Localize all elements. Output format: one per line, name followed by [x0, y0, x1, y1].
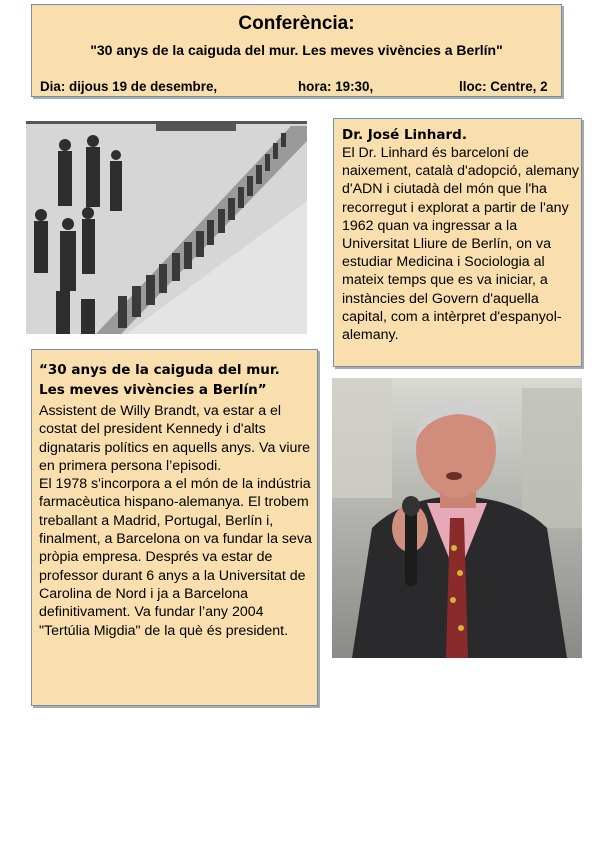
speaker-name: Dr. José Linhard. [342, 127, 467, 143]
talk-text [39, 402, 317, 640]
event-date: Dia: dijous 19 de desembre, [40, 79, 218, 94]
berlin-wall-photo-graphic [26, 121, 307, 334]
conference-title: Conferència: [238, 13, 355, 34]
speaker-photo-graphic [332, 378, 582, 658]
talk-heading-line1: “30 anys de la caiguda del mur. [39, 362, 280, 378]
event-place: lloc: Centre, 2 [459, 79, 548, 94]
berlin-wall-photo [26, 121, 307, 334]
speaker-bio-box [333, 118, 582, 367]
talk-heading [39, 360, 317, 400]
talk-description-box [31, 349, 318, 706]
speaker-photo [332, 378, 582, 658]
conference-subtitle: "30 anys de la caiguda del mur. Les meves vivències a Berlín" [90, 42, 503, 58]
talk-paragraph-2: El 1978 s'incorpora a el món de la indústria farmacèutica hispano-alemanya. El trobem treballant a Madrid, Portugal, Berlín i, finalment, a Barcelona on va fundar la seva pròpia empresa. Després va estar de professor durant 6 anys a la Universitat de Carolina de Nord i ja a Barcelona definitivament. Va fundar l’any 2004 "Tertúlia Migdia" de la què és president. [39, 476, 312, 639]
conference-header [31, 4, 562, 97]
event-time: hora: 19:30, [298, 79, 374, 94]
talk-paragraph-1: Assistent de Willy Brandt, va estar a el costat del president Kennedy i d'alts dignataris polítics en aquells anys. Va viure en primera persona l’episodi. [39, 403, 311, 474]
talk-heading-line2: Les meves vivències a Berlín” [39, 382, 267, 398]
speaker-bio-text: El Dr. Linhard és barceloní de naixement, català d'adopció, alemany d'ADN i ciutadà del món que l'ha recorregut i explorat a partir de l'any 1962 quan va ingressar a la Universitat Lliure de Berlín, on va estudiar Medicina i Sociologia al mateix temps que es va iniciar, a instàncies del Govern d'aquella capital, com a intèrpret d'espanyol-alemany. [342, 145, 579, 344]
